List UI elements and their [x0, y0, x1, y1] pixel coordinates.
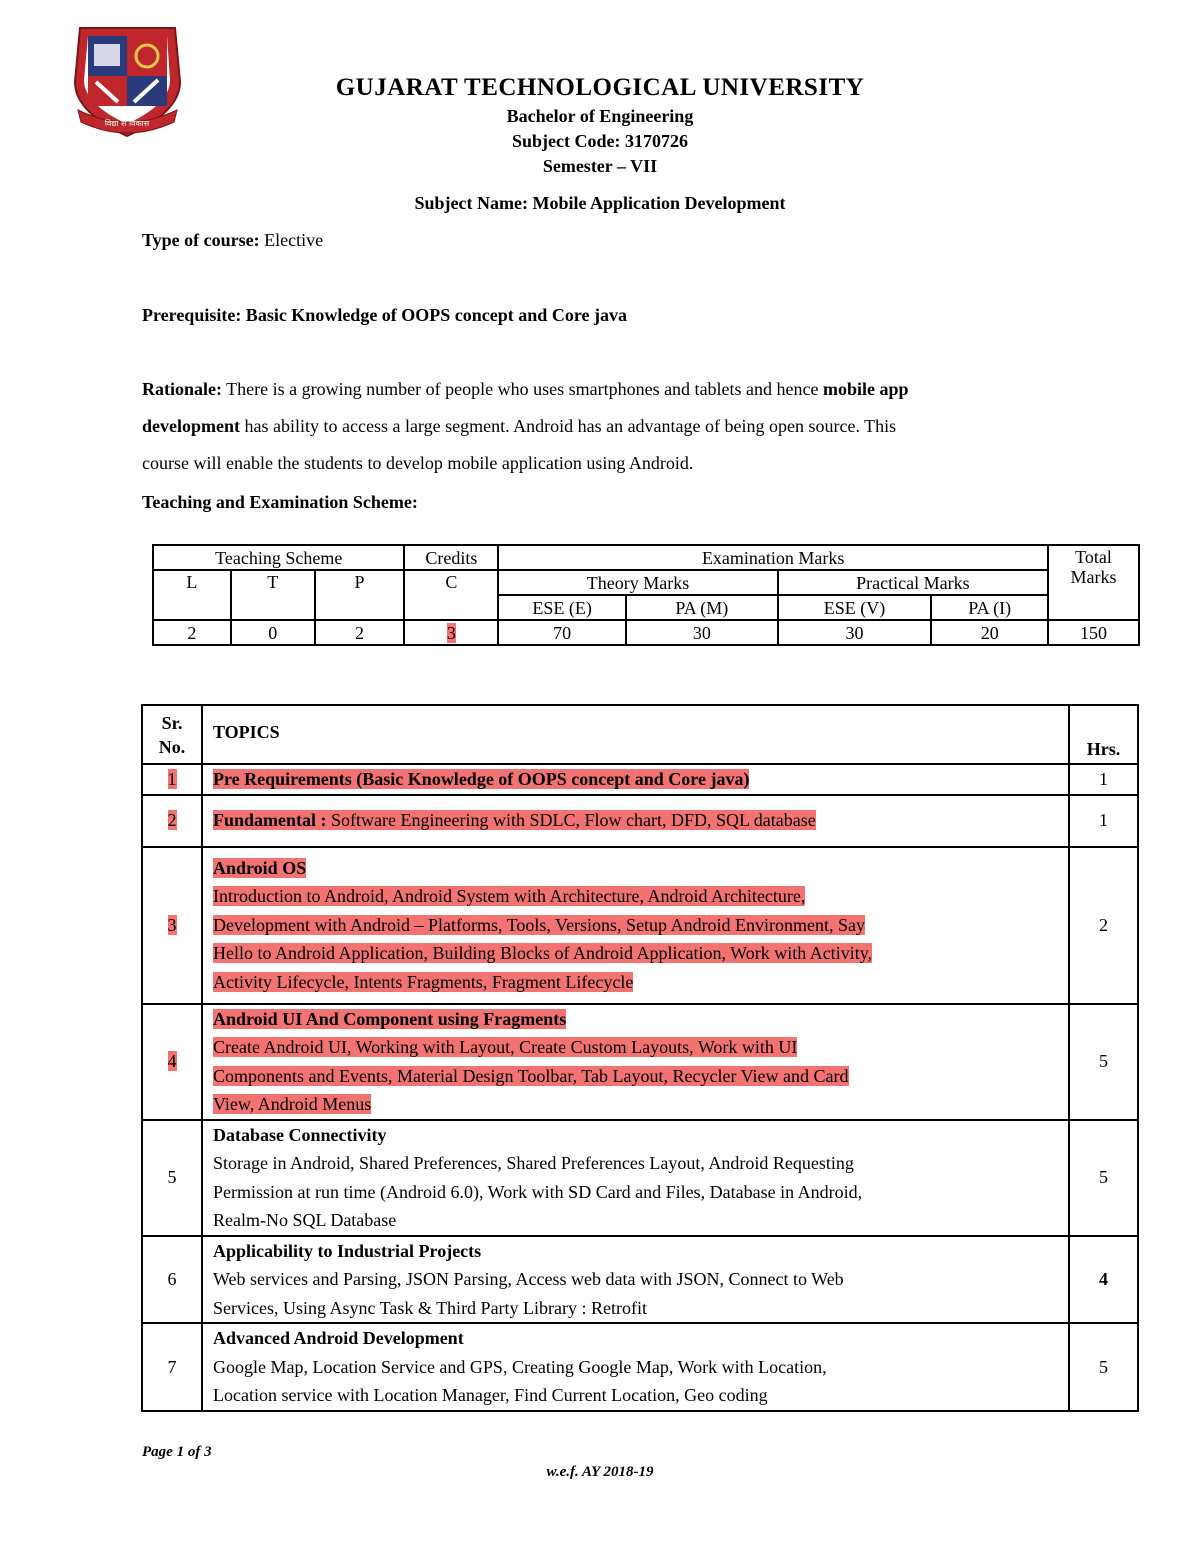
row-hrs: 5: [1069, 1120, 1138, 1236]
row-sr: 2: [142, 795, 202, 847]
row-topic: Fundamental : Software Engineering with SDLC, Flow chart, DFD, SQL database: [202, 795, 1069, 847]
value-l: 2: [153, 620, 231, 645]
sr-no-header: Sr. No.: [142, 705, 202, 764]
tutorial-header: T: [231, 570, 315, 620]
row-topic: Database Connectivity Storage in Android, Shared Preferences, Shared Preferences Layout, Android Requesting Permission at run time (Android 6.0), Work with SD Card and Files, Database in Android, Realm-No SQL Database: [202, 1120, 1069, 1236]
value-p: 2: [315, 620, 405, 645]
value-ese-v: 30: [778, 620, 932, 645]
row-hrs: 2: [1069, 847, 1138, 1004]
rationale-line-3: course will enable the students to develop mobile application using Android.: [142, 453, 694, 473]
table-row: [142, 1323, 1138, 1411]
value-ese-e: 70: [498, 620, 626, 645]
practical-header: P: [315, 570, 405, 620]
row-hrs: 4: [1069, 1236, 1138, 1324]
table-row: [142, 1120, 1138, 1236]
table-row: [142, 1236, 1138, 1324]
credit-header: C: [404, 570, 498, 620]
row-topic: Pre Requirements (Basic Knowledge of OOPS concept and Core java): [202, 764, 1069, 795]
row-topic: Android OS Introduction to Android, Android System with Architecture, Android Architecture, Development with Android – Platforms, Tools, Versions, Setup Android Environment, Say Hello to Android Application, Building Blocks of Android Application, Work with Activity, Activity Lifecycle, Intents Fragments, Fragment Lifecycle: [202, 847, 1069, 1004]
table-row: [142, 764, 1138, 795]
total-marks-header: Total Marks: [1048, 545, 1139, 620]
pa-i-header: PA (I): [931, 595, 1048, 620]
row-sr: 3: [142, 847, 202, 1004]
row-hrs: 1: [1069, 795, 1138, 847]
value-pa-i: 20: [931, 620, 1048, 645]
rationale-line-2: development has ability to access a large segment. Android has an advantage of being open source. This: [142, 416, 897, 436]
pa-m-header: PA (M): [626, 595, 778, 620]
topics-header: TOPICS: [202, 705, 1069, 764]
course-type: Type of course: Elective: [142, 230, 324, 250]
row-sr: 7: [142, 1323, 202, 1411]
value-t: 0: [231, 620, 315, 645]
table-row: [142, 795, 1138, 847]
university-title: GUJARAT TECHNOLOGICAL UNIVERSITY: [335, 74, 865, 101]
row-topic: Android UI And Component using Fragments Create Android UI, Working with Layout, Create Custom Layouts, Work with UI Components and Events, Material Design Toolbar, Tab Layout, Recycler View and Card View, Android Menus: [202, 1004, 1069, 1120]
lecture-header: L: [153, 570, 231, 620]
wef-note: w.e.f. AY 2018-19: [546, 1464, 654, 1480]
theory-marks-header: Theory Marks: [498, 570, 777, 595]
subject-name: Subject Name: Mobile Application Development: [414, 193, 786, 213]
value-c: 3: [404, 620, 498, 645]
teaching-scheme-header: Teaching Scheme: [153, 545, 404, 570]
row-sr: 6: [142, 1236, 202, 1324]
hrs-header: Hrs.: [1069, 705, 1138, 764]
subject-code: Subject Code: 3170726: [512, 131, 688, 151]
value-pa-m: 30: [626, 620, 778, 645]
row-sr: 4: [142, 1004, 202, 1120]
page-number: Page 1 of 3: [142, 1444, 212, 1460]
table-row: [142, 847, 1138, 1004]
row-sr: 1: [142, 764, 202, 795]
ese-v-header: ESE (V): [778, 595, 932, 620]
row-hrs: 5: [1069, 1323, 1138, 1411]
topics-table: [141, 704, 1139, 1412]
practical-marks-header: Practical Marks: [778, 570, 1048, 595]
row-topic: Advanced Android Development Google Map, Location Service and GPS, Creating Google Map, Work with Location, Location service with Location Manager, Find Current Location, Geo coding: [202, 1323, 1069, 1411]
exam-marks-header: Examination Marks: [498, 545, 1048, 570]
prerequisite: Prerequisite: Basic Knowledge of OOPS concept and Core java: [142, 305, 627, 325]
row-hrs: 5: [1069, 1004, 1138, 1120]
scheme-table: [152, 544, 1140, 646]
logo-motto: विद्या से विकास: [104, 119, 150, 128]
degree: Bachelor of Engineering: [506, 106, 694, 126]
semester: Semester – VII: [542, 156, 658, 176]
row-topic: Applicability to Industrial Projects Web services and Parsing, JSON Parsing, Access web data with JSON, Connect to Web Services, Using Async Task & Third Party Library : Retrofit: [202, 1236, 1069, 1324]
table-row: [142, 1004, 1138, 1120]
credits-header: Credits: [404, 545, 498, 570]
ese-e-header: ESE (E): [498, 595, 626, 620]
value-total: 150: [1048, 620, 1139, 645]
row-hrs: 1: [1069, 764, 1138, 795]
rationale-line-1: Rationale: There is a growing number of people who uses smartphones and tablets and hence mobile app: [142, 379, 909, 399]
row-sr: 5: [142, 1120, 202, 1236]
scheme-heading: Teaching and Examination Scheme:: [142, 492, 418, 512]
